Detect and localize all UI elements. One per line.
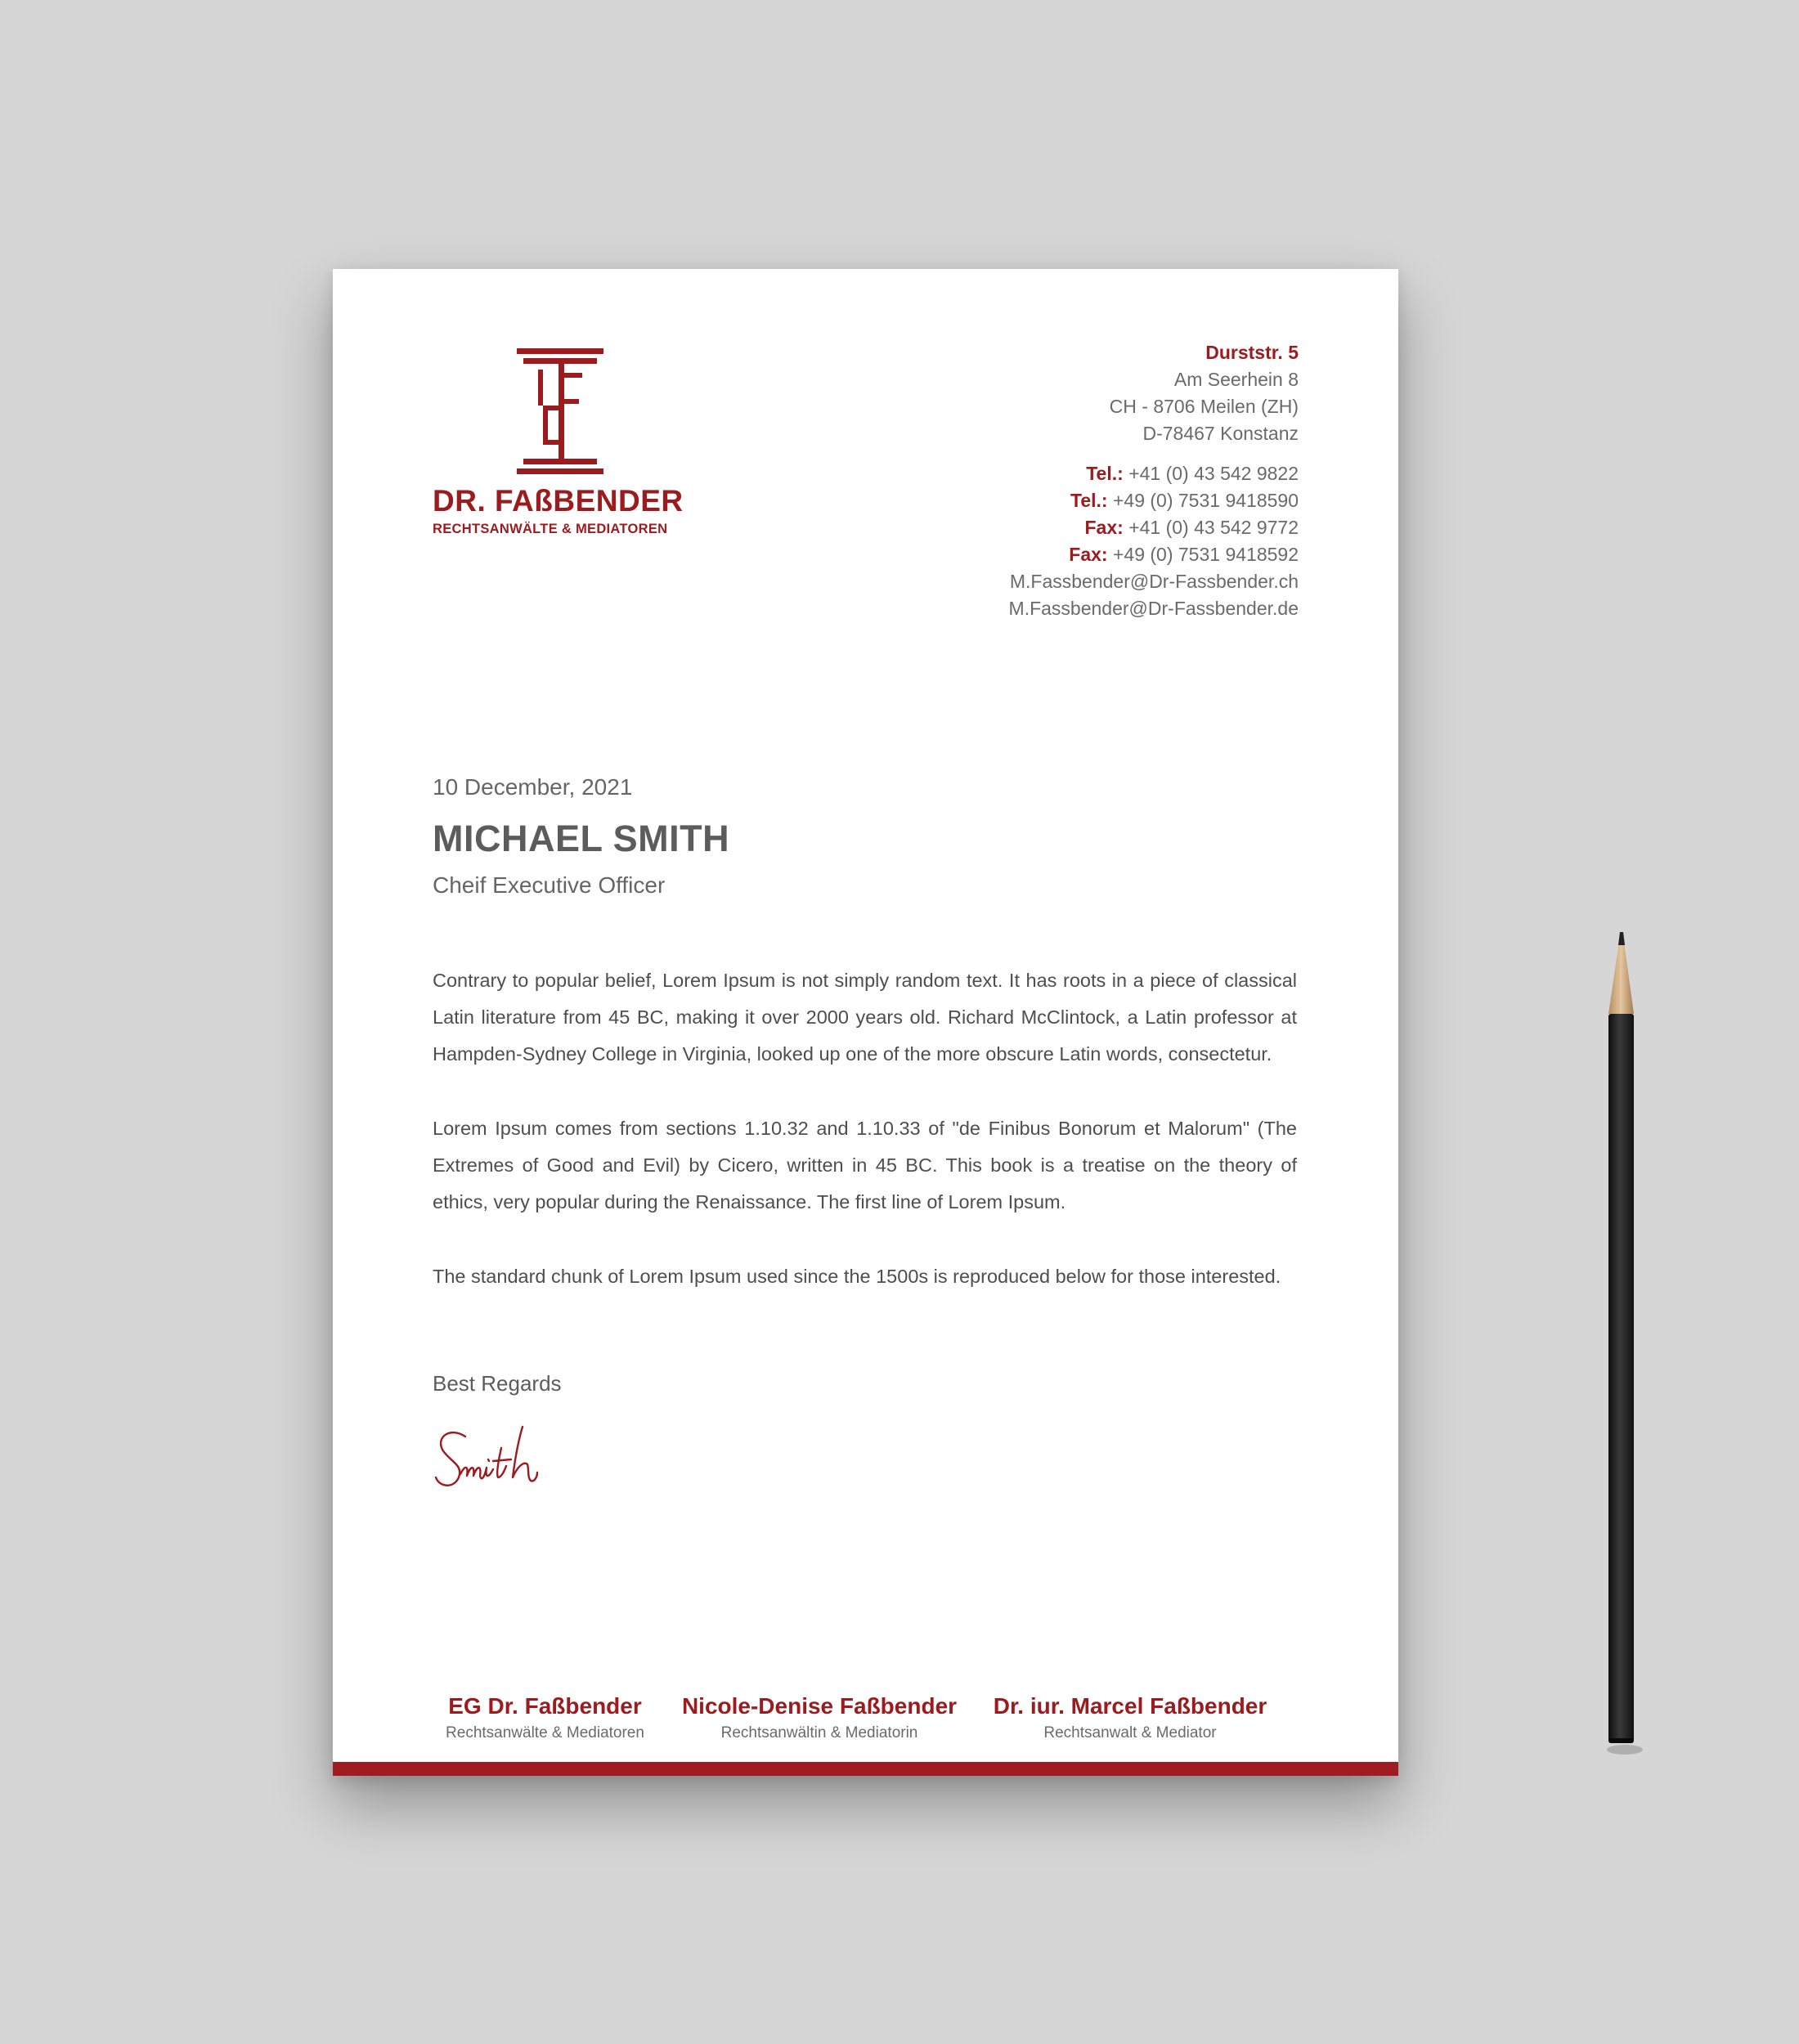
email-line: M.Fassbender@Dr-Fassbender.ch xyxy=(1009,571,1299,592)
fax-line xyxy=(1009,514,1299,541)
footer-role: Rechtsanwältin & Mediatorin xyxy=(720,1724,918,1741)
fax-value: +49 (0) 7531 9418592 xyxy=(1112,544,1299,565)
pencil-icon xyxy=(1597,932,1646,1762)
recipient-name: MICHAEL SMITH xyxy=(433,818,730,859)
signature xyxy=(433,1423,555,1509)
phone-label: Tel.: xyxy=(1086,463,1124,484)
address-line: CH - 8706 Meilen (ZH) xyxy=(1109,396,1299,417)
phone-line xyxy=(1009,460,1299,487)
footer-role: Rechtsanwalt & Mediator xyxy=(1043,1724,1217,1741)
phone-value: +49 (0) 7531 9418590 xyxy=(1112,490,1299,511)
recipient-role: Cheif Executive Officer xyxy=(433,872,666,898)
email-line: M.Fassbender@Dr-Fassbender.de xyxy=(1008,598,1299,619)
fax-label: Fax: xyxy=(1084,517,1124,538)
fax-label: Fax: xyxy=(1069,544,1108,565)
letter-body xyxy=(433,962,1297,1333)
signature-icon xyxy=(433,1423,555,1505)
footer-role: Rechtsanwälte & Mediatoren xyxy=(446,1724,644,1741)
column-df-monogram-icon xyxy=(517,348,603,474)
footer-entry xyxy=(433,1693,657,1742)
contact-block xyxy=(1009,339,1299,622)
street-line: Durststr. 5 xyxy=(1205,342,1299,363)
footer-name: Dr. iur. Marcel Faßbender xyxy=(993,1693,1267,1719)
footer-entry xyxy=(979,1693,1281,1742)
body-paragraph: Contrary to popular belief, Lorem Ipsum is not simply random text. It has roots in a piece of classical Latin literature from 45 BC, making it over 2000 years old. Richard McClintock, a Latin professor at Hampden-Sydney College in Virginia, looked up one of the more obscure Latin words, consectetur. xyxy=(433,970,1297,1065)
fax-line xyxy=(1009,541,1299,568)
phone-label: Tel.: xyxy=(1070,490,1108,511)
body-paragraph: The standard chunk of Lorem Ipsum used since the 1500s is reproduced below for those interested. xyxy=(433,1266,1281,1287)
closing-text: Best Regards xyxy=(433,1371,562,1396)
phone-value: +41 (0) 43 542 9822 xyxy=(1128,463,1299,484)
footer-name: EG Dr. Faßbender xyxy=(448,1693,642,1719)
address-line: D-78467 Konstanz xyxy=(1142,423,1299,444)
letterhead-paper xyxy=(333,269,1398,1776)
company-logo xyxy=(433,348,702,537)
brand-name: DR. FAßBENDER xyxy=(433,484,684,518)
fax-value: +41 (0) 43 542 9772 xyxy=(1128,517,1299,538)
footer-entry xyxy=(668,1693,971,1742)
address-line: Am Seerhein 8 xyxy=(1173,369,1299,390)
brand-tagline: RECHTSANWÄLTE & MEDIATOREN xyxy=(433,522,668,536)
footer-name: Nicole-Denise Faßbender xyxy=(681,1693,958,1719)
phone-line xyxy=(1009,487,1299,514)
letter-date: 10 December, 2021 xyxy=(433,774,633,800)
footer-accent-bar xyxy=(333,1762,1398,1776)
body-paragraph: Lorem Ipsum comes from sections 1.10.32 and 1.10.33 of "de Finibus Bonorum et Malorum" (The Extremes of Good and Evil) by Cicero, written in 45 BC. This book is a treatise on the theory of ethics, very popular during the Renaissance. The first line of Lorem Ipsum. xyxy=(433,1118,1297,1213)
